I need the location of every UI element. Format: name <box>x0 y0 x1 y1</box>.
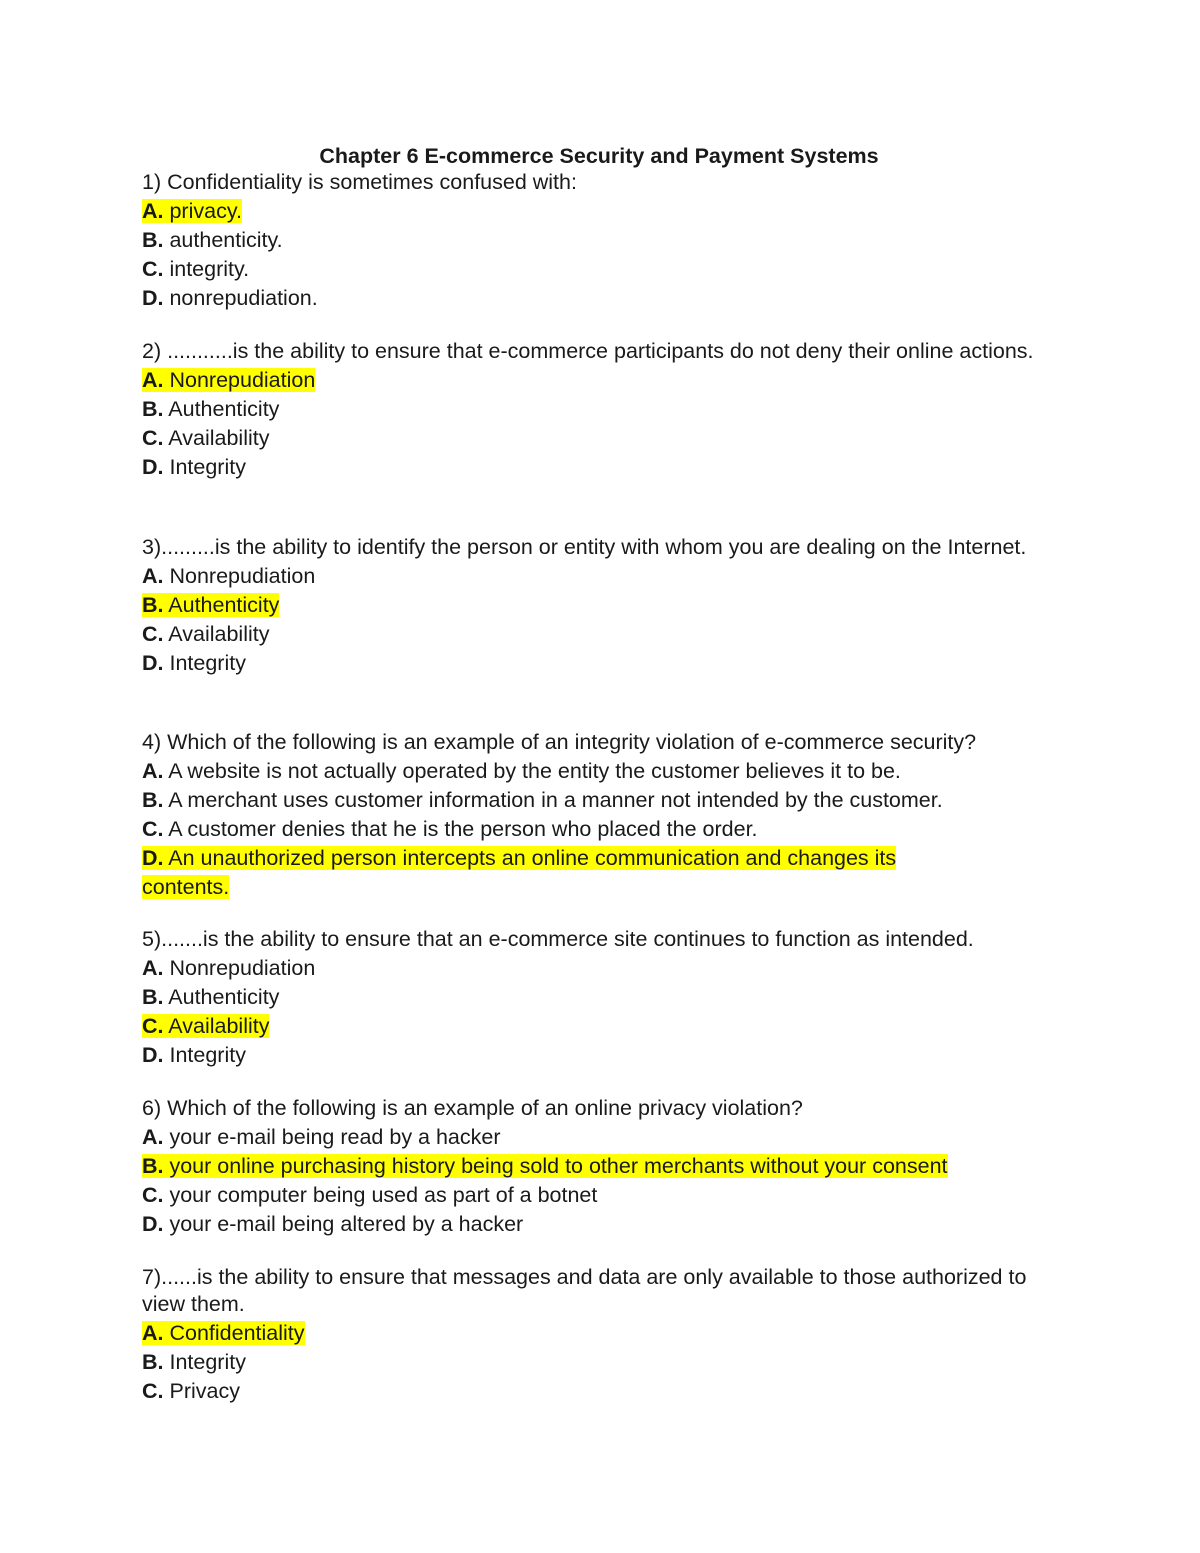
question-text: 7)......is the ability to ensure that messages and data are only available to those authorized to view them. <box>142 1265 1027 1316</box>
option-d: D. nonrepudiation. <box>142 286 318 310</box>
option-a: A. Nonrepudiation <box>142 956 316 980</box>
option-a <box>142 197 1072 226</box>
question-text: 6) Which of the following is an example of an online privacy violation? <box>142 1096 803 1120</box>
question-3 <box>142 534 1072 678</box>
answer-highlight: B. your online purchasing history being sold to other merchants without your consent <box>142 1154 948 1178</box>
option-b: B. A merchant uses customer information in a manner not intended by the customer. <box>142 788 943 812</box>
answer-highlight: A. Confidentiality <box>142 1321 305 1345</box>
answer-highlight: B. Authenticity <box>142 593 280 617</box>
option-d: D. Integrity <box>142 651 246 675</box>
option-b: B. Authenticity <box>142 397 280 421</box>
option-c <box>142 1012 1072 1041</box>
option-a: A. your e-mail being read by a hacker <box>142 1125 501 1149</box>
option-a: A. Nonrepudiation <box>142 564 316 588</box>
question-text: 4) Which of the following is an example of an integrity violation of e-commerce security? <box>142 730 977 754</box>
option-d: D. Integrity <box>142 1043 246 1067</box>
answer-highlight: C. Availability <box>142 1014 270 1038</box>
option-b: B. authenticity. <box>142 228 283 252</box>
option-a <box>142 1319 1072 1348</box>
answer-highlight: D. An unauthorized person intercepts an online communication and changes its contents. <box>142 846 897 899</box>
option-c: C. Availability <box>142 426 270 450</box>
option-b: B. Integrity <box>142 1350 246 1374</box>
option-d: D. your e-mail being altered by a hacker <box>142 1212 524 1236</box>
option-b: B. Authenticity <box>142 985 280 1009</box>
option-c: C. your computer being used as part of a botnet <box>142 1183 598 1207</box>
option-c: C. A customer denies that he is the person who placed the order. <box>142 817 758 841</box>
question-2 <box>142 338 1072 482</box>
option-d: D. Integrity <box>142 455 246 479</box>
option-a <box>142 366 1072 395</box>
option-c: C. Availability <box>142 622 270 646</box>
option-c: C. integrity. <box>142 257 250 281</box>
option-c: C. Privacy <box>142 1379 240 1403</box>
question-6 <box>142 1095 1072 1239</box>
option-b <box>142 1152 1072 1181</box>
question-7 <box>142 1264 1072 1406</box>
question-5 <box>142 926 1072 1070</box>
question-text: 5).......is the ability to ensure that an e-commerce site continues to function as intended. <box>142 927 974 951</box>
option-a: A. A website is not actually operated by the entity the customer believes it to be. <box>142 759 901 783</box>
answer-highlight: A. privacy. <box>142 199 242 223</box>
option-d <box>142 844 972 902</box>
question-4 <box>142 729 1072 902</box>
answer-highlight: A. Nonrepudiation <box>142 368 316 392</box>
question-text: 2) ...........is the ability to ensure that e-commerce participants do not deny their online actions. <box>142 339 1034 363</box>
page-title: Chapter 6 E-commerce Security and Payment Systems <box>319 144 879 168</box>
question-1 <box>142 169 1072 313</box>
question-text: 3).........is the ability to identify the person or entity with whom you are dealing on the Internet. <box>142 535 1027 559</box>
option-b <box>142 591 1072 620</box>
question-text: 1) Confidentiality is sometimes confused with: <box>142 170 577 194</box>
